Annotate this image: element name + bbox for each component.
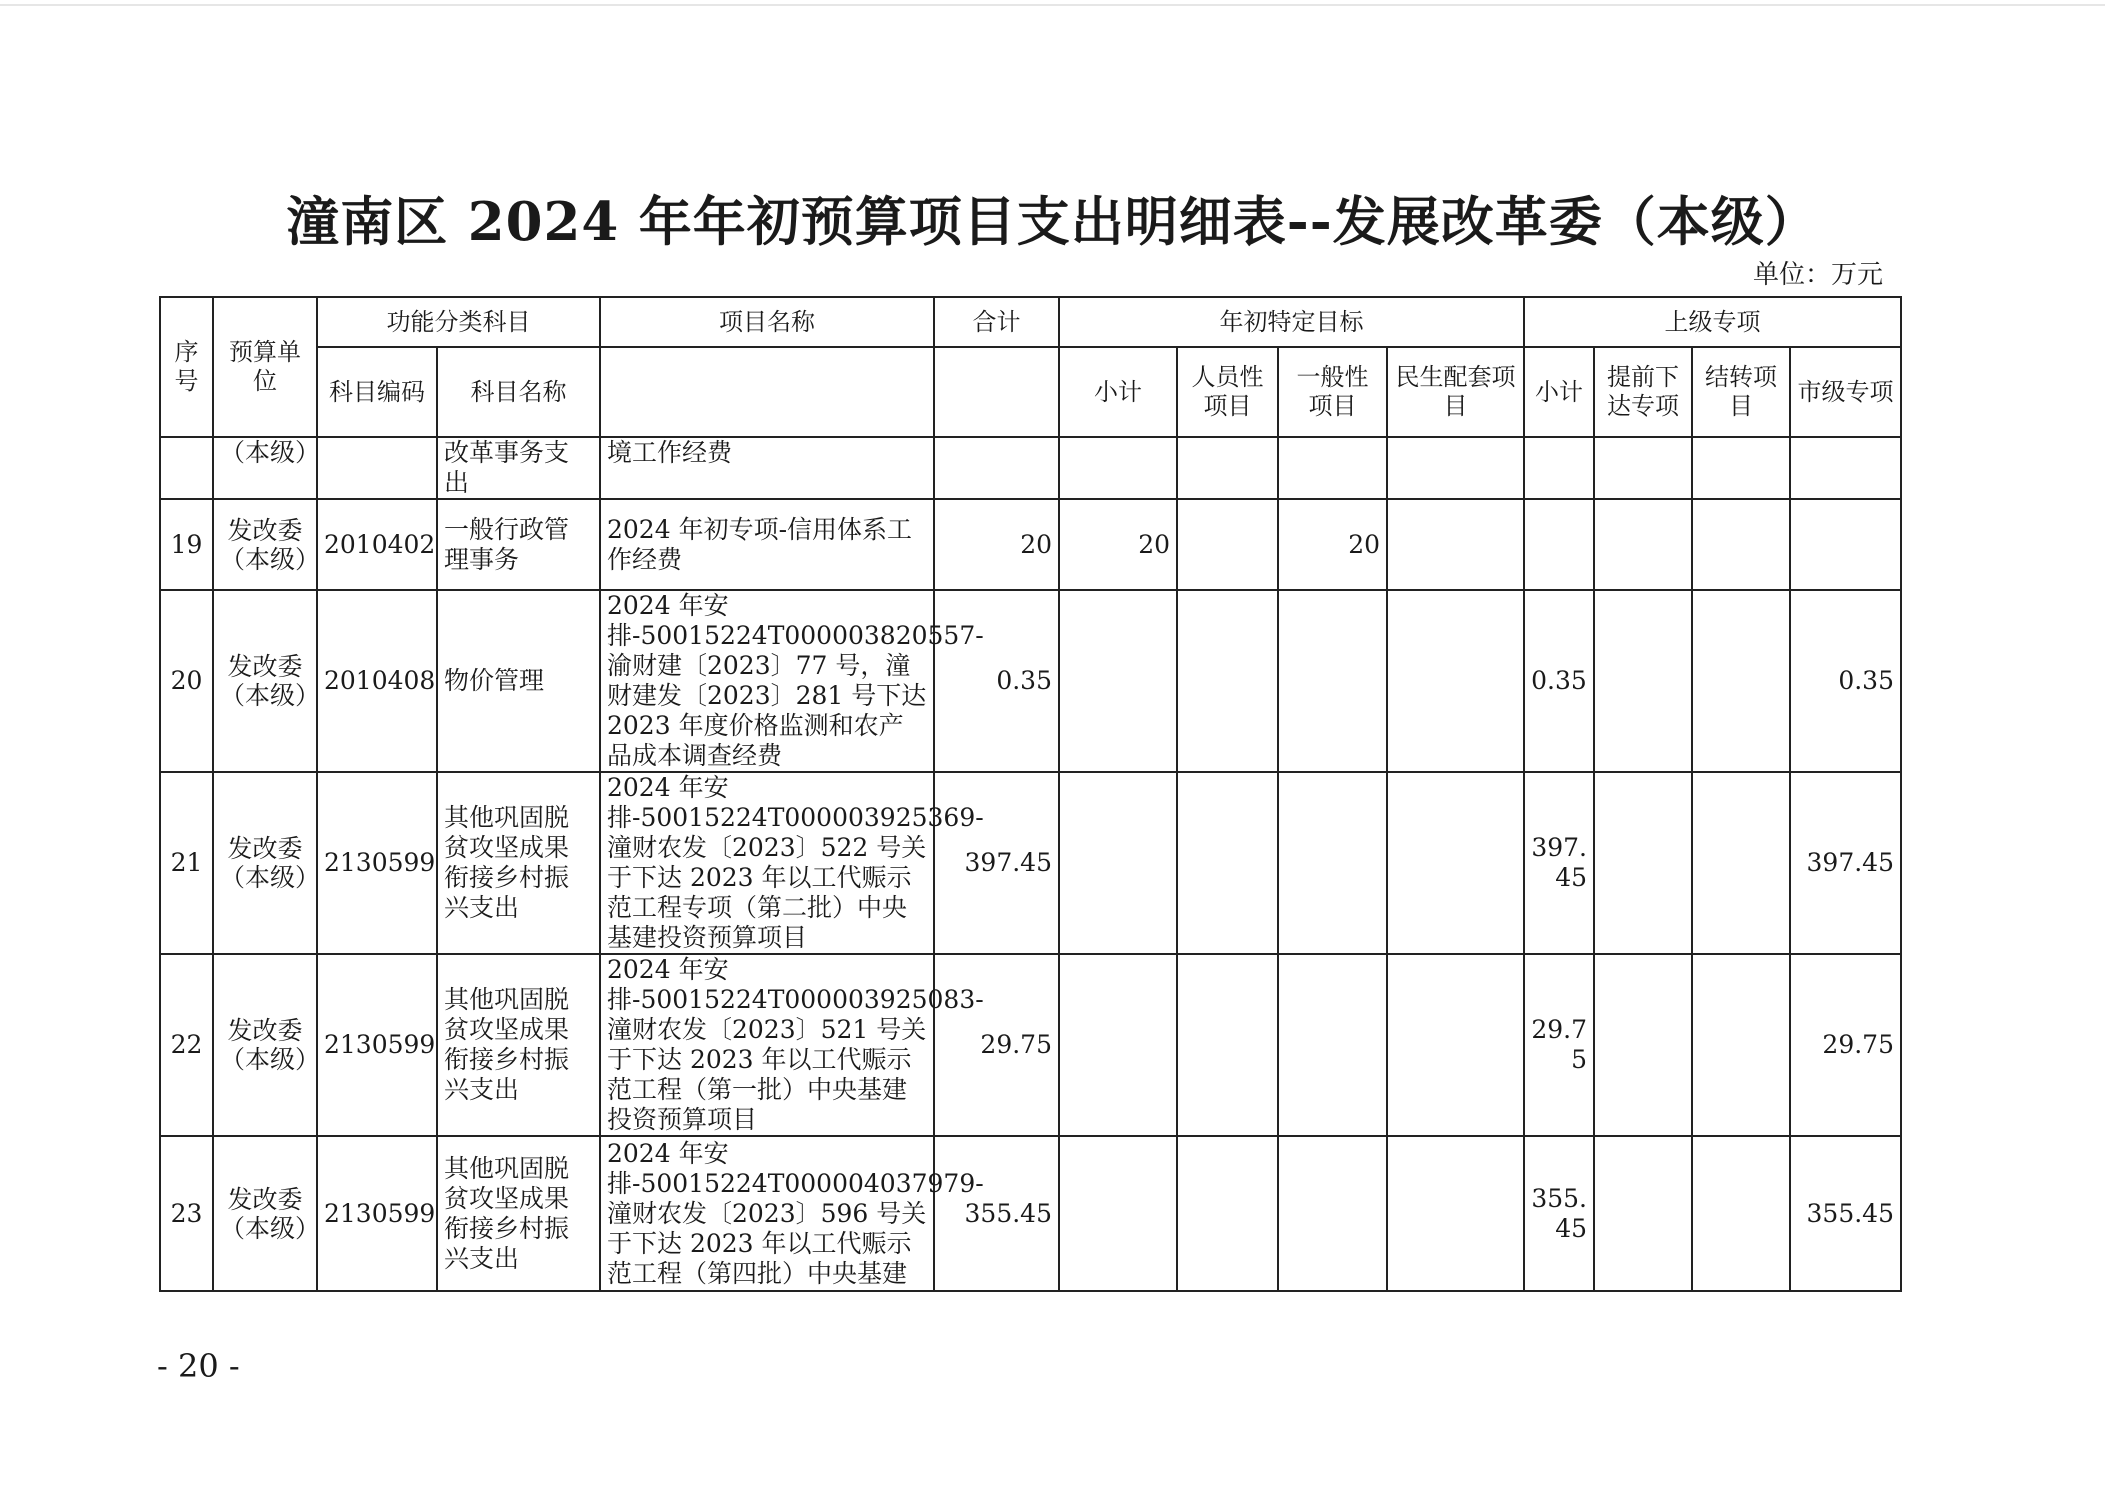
cell-project-name: 2024 年安排-50015224T000003925369-潼财农发〔2023〕522 号关于下达 2023 年以工代赈示范工程专项（第二批）中央基建投资预算项目 (600, 772, 934, 954)
cell-city: 0.35 (1790, 590, 1901, 772)
header-total: 合计 (934, 297, 1059, 347)
cell-general (1278, 590, 1387, 772)
cell-total: 355.45 (934, 1136, 1059, 1291)
cell-livelihood (1387, 954, 1524, 1136)
page-number: - 20 - (157, 1347, 240, 1385)
cell-advance (1594, 590, 1692, 772)
header-seq: 序号 (160, 297, 213, 437)
cell-seq: 21 (160, 772, 213, 954)
cell-subject-code: 2010402 (317, 499, 437, 590)
unit-label: 单位：万元 (1752, 260, 1883, 290)
cell-personnel (1177, 772, 1278, 954)
cell-city: 29.75 (1790, 954, 1901, 1136)
cell-livelihood (1387, 590, 1524, 772)
table-row (160, 772, 1901, 954)
cell-advance (1594, 772, 1692, 954)
cell-subject-code: 2130599 (317, 1136, 437, 1291)
cell-project-name: 2024 年安排-50015224T000004037979-潼财农发〔2023〕596 号关于下达 2023 年以工代赈示范工程（第四批）中央基建 (600, 1136, 934, 1291)
cell-carryover (1692, 499, 1790, 590)
header-project-name-blank (600, 347, 934, 437)
cell-seq: 19 (160, 499, 213, 590)
header-subject-name: 科目名称 (437, 347, 600, 437)
cell-subject-code: 2130599 (317, 954, 437, 1136)
cell-general (1278, 772, 1387, 954)
cell-seq: 22 (160, 954, 213, 1136)
cell-carryover (1692, 772, 1790, 954)
budget-detail-table (159, 296, 1902, 1292)
header-subject-code: 科目编码 (317, 347, 437, 437)
header-function-class: 功能分类科目 (317, 297, 600, 347)
cell-seq: 23 (160, 1136, 213, 1291)
cell-seq (160, 437, 213, 499)
table-row (160, 1136, 1901, 1291)
cell-city: 355.45 (1790, 1136, 1901, 1291)
cell-budget-unit: 发改委（本级） (213, 772, 317, 954)
cell-carryover (1692, 1136, 1790, 1291)
cell-personnel (1177, 590, 1278, 772)
cell-advance (1594, 499, 1692, 590)
table-header (160, 297, 1901, 437)
cell-total: 20 (934, 499, 1059, 590)
cell-superior-subtotal: 355.45 (1524, 1136, 1594, 1291)
cell-subtotal (1059, 590, 1177, 772)
cell-subtotal (1059, 954, 1177, 1136)
cell-personnel (1177, 1136, 1278, 1291)
cell-subtotal (1059, 1136, 1177, 1291)
cell-budget-unit: 发改委（本级） (213, 954, 317, 1136)
cell-carryover (1692, 590, 1790, 772)
header-project-name: 项目名称 (600, 297, 934, 347)
cell-personnel (1177, 437, 1278, 499)
header-superior-subtotal: 小计 (1524, 347, 1594, 437)
header-general: 一般性项目 (1278, 347, 1387, 437)
header-superior-special: 上级专项 (1524, 297, 1901, 347)
cell-subject-code (317, 437, 437, 499)
cell-livelihood (1387, 1136, 1524, 1291)
cell-subtotal (1059, 772, 1177, 954)
table-row (160, 437, 1901, 499)
cell-total: 397.45 (934, 772, 1059, 954)
cell-project-name: 境工作经费 (600, 437, 934, 499)
cell-carryover (1692, 954, 1790, 1136)
cell-superior-subtotal: 397.45 (1524, 772, 1594, 954)
cell-subject-name: 其他巩固脱贫攻坚成果衔接乡村振兴支出 (437, 954, 600, 1136)
cell-subject-name: 改革事务支出 (437, 437, 600, 499)
cell-city (1790, 437, 1901, 499)
cell-subtotal: 20 (1059, 499, 1177, 590)
cell-total: 0.35 (934, 590, 1059, 772)
header-city: 市级专项 (1790, 347, 1901, 437)
header-budget-unit: 预算单位 (213, 297, 317, 437)
cell-city (1790, 499, 1901, 590)
header-special-target: 年初特定目标 (1059, 297, 1524, 347)
table-row (160, 954, 1901, 1136)
header-livelihood: 民生配套项目 (1387, 347, 1524, 437)
cell-livelihood (1387, 499, 1524, 590)
cell-subject-name: 其他巩固脱贫攻坚成果衔接乡村振兴支出 (437, 1136, 600, 1291)
cell-superior-subtotal (1524, 499, 1594, 590)
cell-general (1278, 954, 1387, 1136)
cell-advance (1594, 437, 1692, 499)
cell-subtotal (1059, 437, 1177, 499)
cell-budget-unit: 发改委（本级） (213, 1136, 317, 1291)
cell-carryover (1692, 437, 1790, 499)
table-row (160, 590, 1901, 772)
header-advance: 提前下达专项 (1594, 347, 1692, 437)
cell-total: 29.75 (934, 954, 1059, 1136)
cell-personnel (1177, 954, 1278, 1136)
cell-advance (1594, 954, 1692, 1136)
cell-superior-subtotal (1524, 437, 1594, 499)
cell-livelihood (1387, 437, 1524, 499)
table-row (160, 499, 1901, 590)
cell-total (934, 437, 1059, 499)
cell-personnel (1177, 499, 1278, 590)
cell-general (1278, 1136, 1387, 1291)
cell-subject-name: 物价管理 (437, 590, 600, 772)
cell-subject-code: 2130599 (317, 772, 437, 954)
cell-superior-subtotal: 0.35 (1524, 590, 1594, 772)
header-total-blank (934, 347, 1059, 437)
header-subtotal: 小计 (1059, 347, 1177, 437)
cell-advance (1594, 1136, 1692, 1291)
cell-superior-subtotal: 29.75 (1524, 954, 1594, 1136)
cell-subject-name: 一般行政管理事务 (437, 499, 600, 590)
cell-general (1278, 437, 1387, 499)
cell-livelihood (1387, 772, 1524, 954)
cell-budget-unit: 发改委（本级） (213, 499, 317, 590)
cell-project-name: 2024 年初专项-信用体系工作经费 (600, 499, 934, 590)
cell-general: 20 (1278, 499, 1387, 590)
cell-project-name: 2024 年安排-50015224T000003820557-渝财建〔2023〕77 号，潼财建发〔2023〕281 号下达 2023 年度价格监测和农产品成本调查经费 (600, 590, 934, 772)
cell-budget-unit: 发改委（本级） (213, 590, 317, 772)
header-carryover: 结转项目 (1692, 347, 1790, 437)
document-title: 潼南区 2024 年年初预算项目支出明细表--发展改革委（本级） (286, 191, 1819, 253)
cell-budget-unit: （本级） (213, 437, 317, 499)
cell-subject-code: 2010408 (317, 590, 437, 772)
header-personnel: 人员性项目 (1177, 347, 1278, 437)
cell-project-name: 2024 年安排-50015224T000003925083-潼财农发〔2023〕521 号关于下达 2023 年以工代赈示范工程（第一批）中央基建投资预算项目 (600, 954, 934, 1136)
cell-seq: 20 (160, 590, 213, 772)
scan-top-edge (0, 4, 2105, 6)
cell-subject-name: 其他巩固脱贫攻坚成果衔接乡村振兴支出 (437, 772, 600, 954)
cell-city: 397.45 (1790, 772, 1901, 954)
